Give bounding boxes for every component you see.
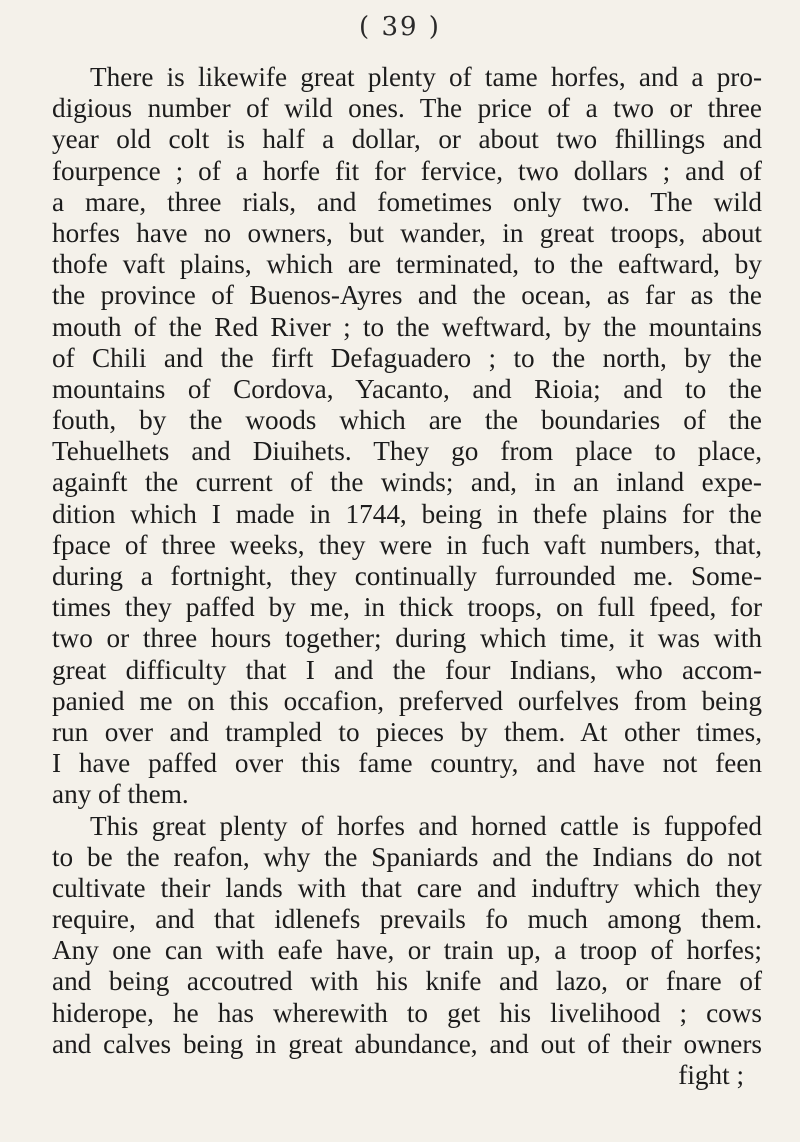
text-line: to be the reafon, why the Spaniards and the Indians do not xyxy=(52,841,762,872)
text-line: digious number of wild ones. The price of a two or three xyxy=(52,93,762,124)
text-line: This great plenty of horfes and horned cattle is fuppofed xyxy=(90,810,762,841)
paragraph-2 xyxy=(52,811,762,1061)
text-line: thofe vaft plains, which are terminated, to the eaftward, by xyxy=(52,249,762,280)
text-line: a mare, three rials, and fometimes only two. The wild xyxy=(52,186,762,217)
text-line: horfes have no owners, but wander, in great troops, about xyxy=(52,217,762,248)
text-line: Tehuelhets and Diuihets. They go from place to place, xyxy=(52,436,762,467)
text-line: fourpence ; of a horfe fit for fervice, two dollars ; and of xyxy=(52,155,762,186)
text-line: fpace of three weeks, they were in fuch vaft numbers, that, xyxy=(52,529,762,560)
text-line: year old colt is half a dollar, or about two fhillings and xyxy=(52,124,762,155)
text-line: require, and that idlenefs prevails fo much among them. xyxy=(52,904,762,935)
text-line: There is likewife great plenty of tame horfes, and a pro- xyxy=(90,62,762,92)
text-line: panied me on this occafion, preferved ourfelves from being xyxy=(52,685,762,716)
catchword: fight ; xyxy=(678,1060,744,1090)
text-line: I have paffed over this fame country, and have not feen xyxy=(52,748,762,779)
text-line: times they paffed by me, in thick troops, on full fpeed, for xyxy=(52,592,762,623)
body-text xyxy=(52,62,762,1091)
text-line: againft the current of the winds; and, in an inland expe- xyxy=(52,467,762,498)
paragraph-1 xyxy=(52,62,762,811)
text-line: two or three hours together; during which time, it was with xyxy=(52,623,762,654)
text-line: and calves being in great abundance, and out of their owners xyxy=(52,1028,762,1059)
text-line: Any one can with eafe have, or train up, a troop of horfes; xyxy=(52,935,762,966)
text-line: run over and trampled to pieces by them. At other times, xyxy=(52,716,762,747)
text-line: any of them. xyxy=(52,779,189,810)
text-line: and being accoutred with his knife and lazo, or fnare of xyxy=(52,966,762,997)
text-line: the province of Buenos-Ayres and the ocean, as far as the xyxy=(52,280,762,311)
text-line: mouth of the Red River ; to the weftward, by the mountains xyxy=(52,311,762,342)
text-line: hiderope, he has wherewith to get his livelihood ; cows xyxy=(52,997,762,1028)
text-line: mountains of Cordova, Yacanto, and Rioia; and to the xyxy=(52,373,762,404)
text-line: great difficulty that I and the four Indians, who accom- xyxy=(52,654,762,685)
text-line: during a fortnight, they continually furrounded me. Some- xyxy=(52,561,762,591)
text-line: dition which I made in 1744, being in thefe plains for the xyxy=(52,498,762,529)
page-number: ( 39 ) xyxy=(359,12,441,42)
text-line: cultivate their lands with that care and induftry which they xyxy=(52,872,762,903)
text-line: fouth, by the woods which are the boundaries of the xyxy=(52,405,762,436)
text-line: of Chili and the firft Defaguadero ; to the north, by the xyxy=(52,342,762,373)
